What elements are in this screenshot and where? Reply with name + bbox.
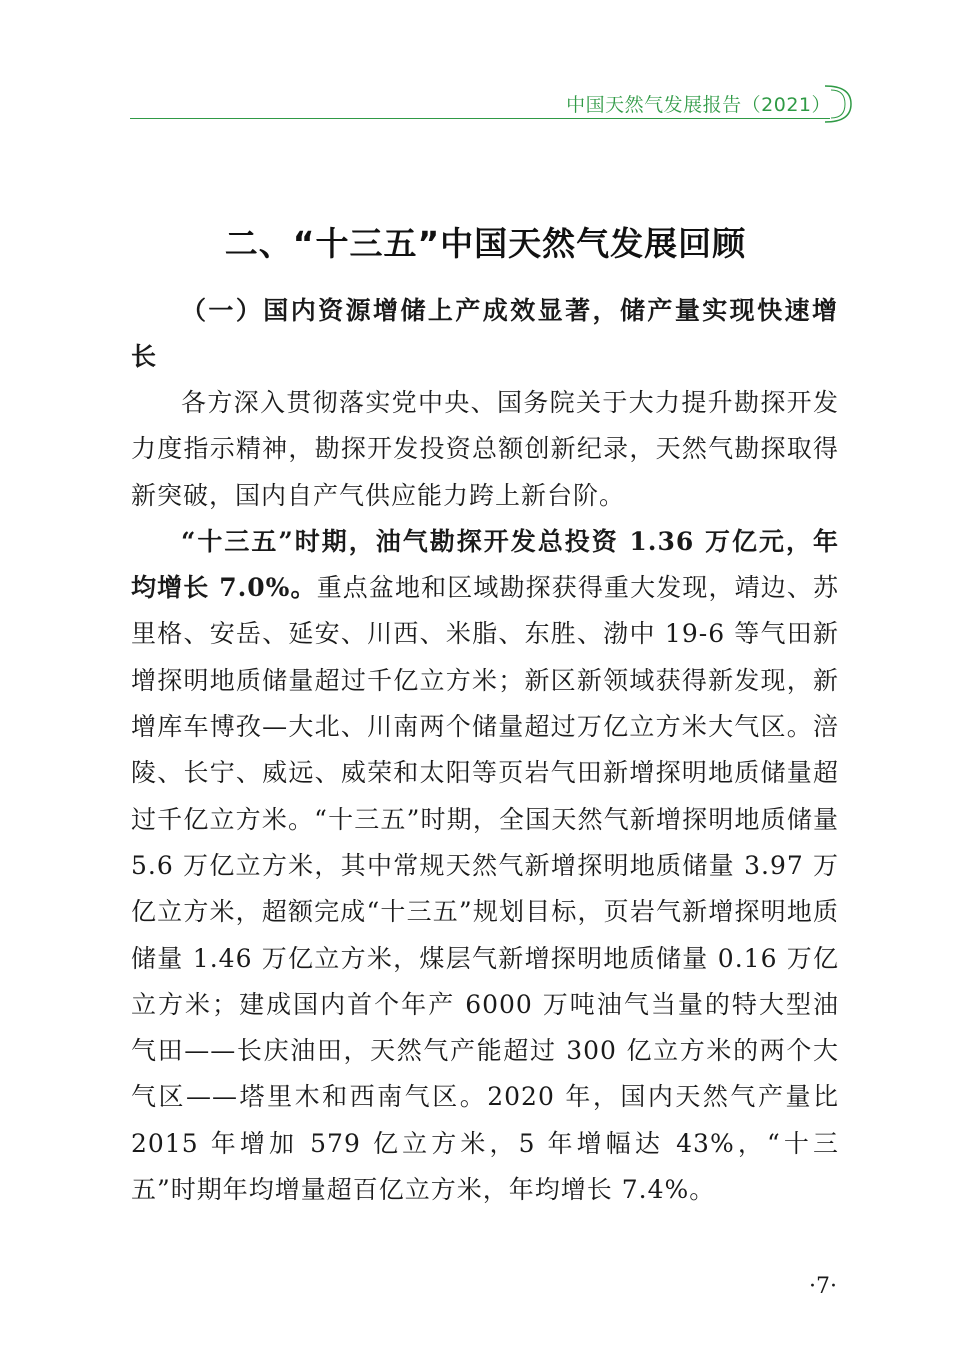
section-heading: （一）国内资源增储上产成效显著，储产量实现快速增长 [131, 296, 839, 371]
main-content [131, 288, 839, 1213]
paragraph-bold-lead: “十三五”时期，油气勘探开发总投资 1.36 万亿元，年均增长 7.0%。 [131, 526, 839, 603]
paragraph-body: 重点盆地和区域勘探获得重大发现，靖边、苏里格、安岳、延安、川西、米脂、东胜、渤中 19-6 等气田新增探明地质储量超过千亿立方米；新区新领域获得新发现，新增库车博孜—大北、川南两个储量超过万亿立方米大气区。涪陵、长宁、威远、威荣和太阳等页岩气田新增探明地质储量超过千亿立方米。“十三五”时期，全国天然气新增探明地质储量 5.6 万亿立方米，其中常规天然气新增探明地质储量 3.97 万亿立方米，超额完成“十三五”规划目标，页岩气新增探明地质储量 1.46 万亿立方米，煤层气新增探明地质储量 0.16 万亿立方米；建成国内首个年产 6000 万吨油气当量的特大型油气田——长庆油田，天然气产能超过 300 亿立方米的两个大气区——塔里木和西南气区。2020 年，国内天然气产量比 2015 年增加 579 亿立方米，5 年增幅达 43%，“十三五”时期年均增量超百亿立方米，年均增长 7.4%。 [131, 573, 839, 1205]
header-rule [130, 118, 830, 119]
chapter-title: 二、“十三五”中国天然气发展回顾 [224, 224, 747, 264]
running-header: 中国天然气发展报告（2021） [566, 94, 831, 116]
page-number: ·7· [809, 1274, 837, 1299]
paragraph-investment [131, 519, 839, 1213]
paragraph-intro: 各方深入贯彻落实党中央、国务院关于大力提升勘探开发力度指示精神，勘探开发投资总额创新纪录，天然气勘探取得新突破，国内自产气供应能力跨上新台阶。 [131, 388, 839, 510]
